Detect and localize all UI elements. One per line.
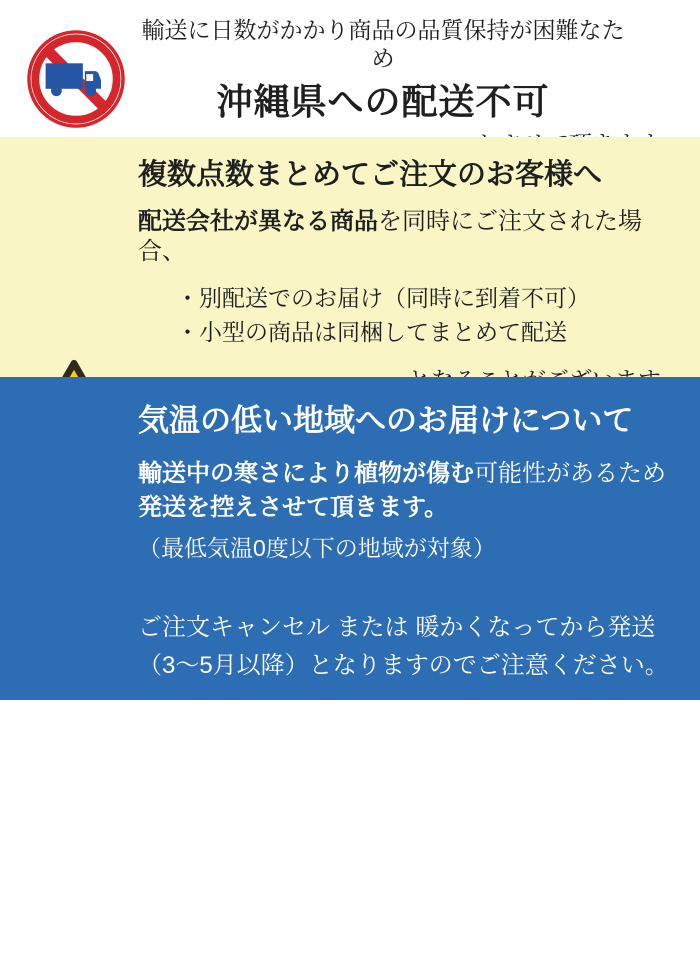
multi-order-intro-rest: を同時にご注文された場合、 [138,208,642,265]
bullet-separate-shipping: ・別配送でのお届け（同時に到着不可） [176,285,590,311]
okinawa-headline: 沖縄県への配送不可 [216,81,550,122]
cold-region-body [138,457,682,525]
no-truck-prohibition-icon [27,30,125,128]
section-cold-region-delivery [0,377,700,700]
cold-region-body-bold: 輸送中の寒さにより植物が傷む [138,460,474,487]
multi-order-heading: 複数点数まとめてご注文のお客様へ [138,159,603,191]
cold-region-note: （最低気温0度以下の地域が対象） [138,535,496,561]
cold-region-last-line: （3～5月以降）となりますのでご注意ください。 [138,652,669,679]
multi-order-bullet-list [138,283,682,347]
section-multiple-item-orders [0,137,700,377]
cold-region-cancel-line: ご注文キャンセル または 暖かくなってから発送 [138,614,656,641]
cold-region-heading: 気温の低い地域へのお届けについて [138,403,634,438]
multi-order-intro-bold: 配送会社が異なる商品 [138,208,378,235]
snowflake-icon [26,867,112,965]
cold-region-body-line1 [138,457,682,491]
bullet-combined-shipping: ・小型の商品は同梱してまとめて配送 [176,319,567,345]
cold-region-body-rest: 可能性があるため [474,460,666,487]
multi-order-intro [138,207,682,267]
okinawa-reason-text: 輸送に日数がかかり商品の品質保持が困難なため [141,17,625,71]
cold-region-body-line2: 発送を控えさせて頂きます。 [138,494,449,521]
section-okinawa-no-delivery [0,0,700,137]
